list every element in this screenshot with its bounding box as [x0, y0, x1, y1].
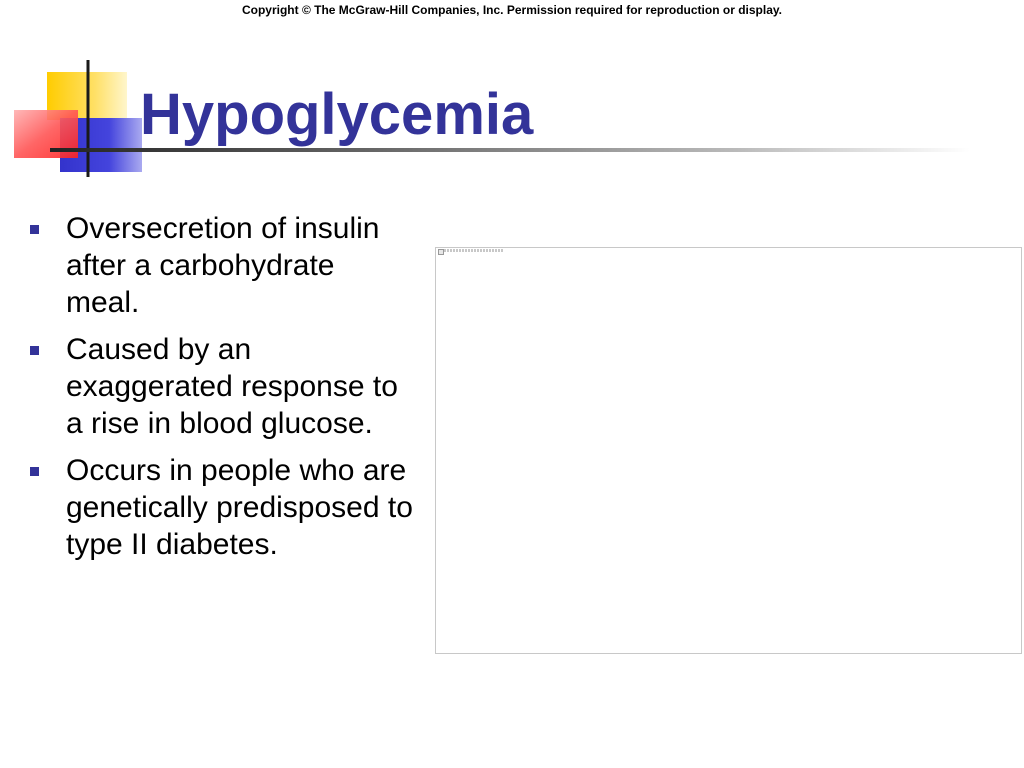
- list-item: [28, 331, 413, 442]
- bullet-text: Caused by an exaggerated response to a rise in blood glucose.: [66, 333, 398, 440]
- copyright-notice: Copyright © The McGraw-Hill Companies, Inc. Permission required for reproduction or display.: [241, 3, 783, 17]
- image-placeholder: [435, 247, 1022, 654]
- list-item: [28, 210, 413, 321]
- bullet-square-icon: [30, 225, 39, 234]
- bullet-square-icon: [30, 346, 39, 355]
- image-alt-text: [444, 249, 504, 252]
- bullet-square-icon: [30, 467, 39, 476]
- bullet-text: Oversecretion of insulin after a carbohydrate meal.: [66, 212, 380, 319]
- bullet-list: [28, 210, 413, 573]
- slide-title: Hypoglycemia: [140, 82, 534, 147]
- list-item: [28, 452, 413, 563]
- bullet-text: Occurs in people who are genetically predisposed to type II diabetes.: [66, 454, 413, 561]
